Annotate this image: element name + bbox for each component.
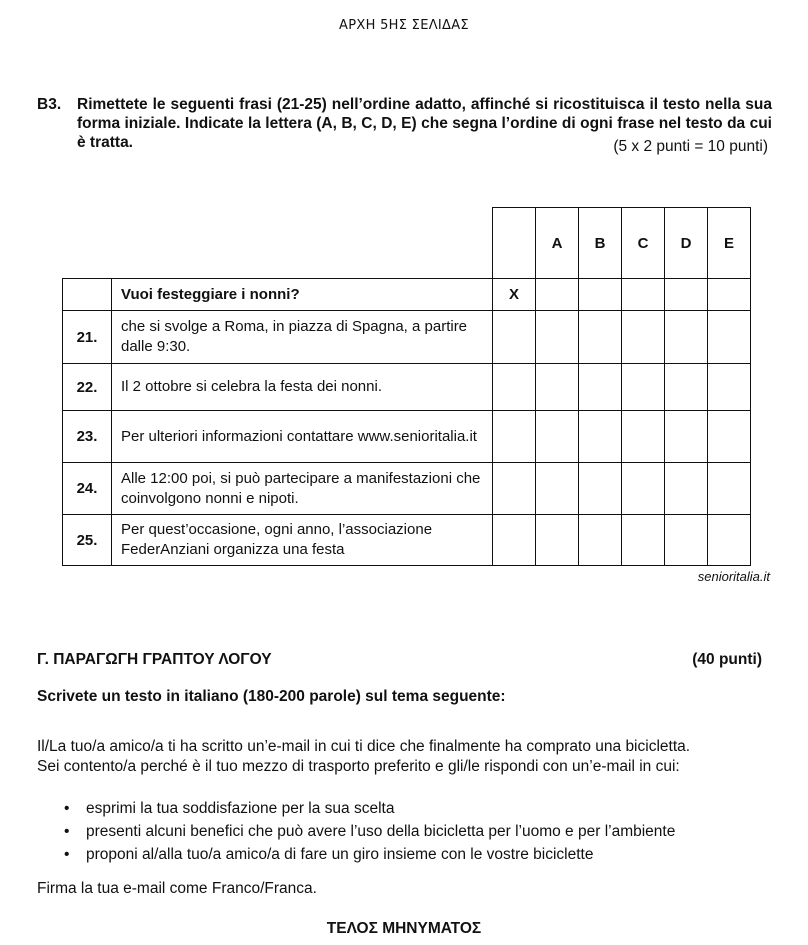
answer-cell-example [493, 463, 536, 515]
answer-cell-e[interactable] [708, 515, 751, 566]
col-header-example [493, 208, 536, 279]
answer-cell-d[interactable] [665, 515, 708, 566]
answer-cell-c[interactable] [622, 311, 665, 364]
answer-cell-example [493, 364, 536, 411]
list-item [37, 843, 675, 866]
row-text: Vuoi festeggiare i nonni? [112, 279, 493, 311]
table-row-24 [63, 463, 751, 515]
bullet-icon: • [64, 846, 70, 863]
table-row-25 [63, 515, 751, 566]
row-number: 23. [63, 411, 112, 463]
col-header-b: B [579, 208, 622, 279]
col-header-d: D [665, 208, 708, 279]
answer-cell-example [493, 311, 536, 364]
answer-cell-b[interactable] [579, 279, 622, 311]
answer-cell-b[interactable] [579, 515, 622, 566]
col-header-c: C [622, 208, 665, 279]
answer-cell-e[interactable] [708, 279, 751, 311]
ordering-table [62, 207, 751, 566]
answer-cell-a[interactable] [536, 463, 579, 515]
bullet-icon: • [64, 800, 70, 817]
page-footer: ΤΕΛΟΣ ΜΗΝΥΜΑΤΟΣ [326, 920, 482, 937]
row-text: Per ulteriori informazioni contattare www.senioritalia.it [112, 411, 493, 463]
answer-cell-c[interactable] [622, 279, 665, 311]
section-g-title: Γ. ΠΑΡΑΓΩΓΗ ΓΡΑΠΤΟΥ ΛΟΓΟΥ [37, 651, 272, 668]
table-row-23 [63, 411, 751, 463]
row-number: 24. [63, 463, 112, 515]
answer-cell-e[interactable] [708, 411, 751, 463]
answer-cell-b[interactable] [579, 364, 622, 411]
answer-cell-c[interactable] [622, 463, 665, 515]
answer-cell-example: X [493, 279, 536, 311]
answer-cell-d[interactable] [665, 411, 708, 463]
col-header-e: E [708, 208, 751, 279]
answer-cell-e[interactable] [708, 311, 751, 364]
row-text: che si svolge a Roma, in piazza di Spagna, a partire dalle 9:30. [112, 311, 493, 364]
row-number: 25. [63, 515, 112, 566]
task-bullet-list [37, 797, 675, 866]
header-blank [63, 208, 493, 279]
answer-cell-example [493, 411, 536, 463]
exercise-instruction-text: Rimettete le seguenti frasi (21-25) nell’ordine adatto, affinché si ricostituisca il testo nella sua forma iniziale. Indicate la lettera (A, B, C, D, E) che segna l’ordine di ogni frase nel testo da cui è tratta. [77, 96, 772, 151]
bullet-icon: • [64, 823, 70, 840]
answer-cell-a[interactable] [536, 411, 579, 463]
answer-cell-c[interactable] [622, 515, 665, 566]
answer-cell-b[interactable] [579, 311, 622, 364]
row-number: 22. [63, 364, 112, 411]
writing-prompt [37, 737, 777, 777]
signature-instruction: Firma la tua e-mail come Franco/Franca. [37, 880, 317, 897]
answer-cell-c[interactable] [622, 411, 665, 463]
section-g-instruction: Scrivete un testo in italiano (180-200 parole) sul tema seguente: [37, 688, 506, 705]
table-row-21 [63, 311, 751, 364]
writing-prompt-line-1: Il/La tuo/a amico/a ti ha scritto un’e-mail in cui ti dice che finalmente ha comprato una bicicletta. [37, 738, 691, 755]
answer-cell-e[interactable] [708, 364, 751, 411]
row-number: 21. [63, 311, 112, 364]
row-text: Il 2 ottobre si celebra la festa dei nonni. [112, 364, 493, 411]
table-row-22 [63, 364, 751, 411]
answer-cell-d[interactable] [665, 311, 708, 364]
answer-cell-d[interactable] [665, 279, 708, 311]
table-row-example [63, 279, 751, 311]
row-number [63, 279, 112, 311]
answer-cell-a[interactable] [536, 364, 579, 411]
answer-cell-a[interactable] [536, 311, 579, 364]
section-g-points: (40 punti) [692, 651, 762, 668]
answer-cell-c[interactable] [622, 364, 665, 411]
source-citation: senioritalia.it [697, 569, 770, 584]
row-text: Alle 12:00 poi, si può partecipare a manifestazioni che coinvolgono nonni e nipoti. [112, 463, 493, 515]
list-item-text: presenti alcuni benefici che può avere l’uso della bicicletta per l’uomo e per l’ambiente [86, 823, 676, 840]
answer-cell-a[interactable] [536, 279, 579, 311]
exercise-b3-points: (5 x 2 punti = 10 punti) [613, 138, 768, 155]
answer-cell-b[interactable] [579, 411, 622, 463]
answer-cell-b[interactable] [579, 463, 622, 515]
answer-cell-d[interactable] [665, 463, 708, 515]
table-header-row [63, 208, 751, 279]
page-header: ΑΡΧΗ 5ΗΣ ΣΕΛΙΔΑΣ [339, 18, 469, 33]
exercise-number: B3. [37, 96, 62, 113]
answer-cell-e[interactable] [708, 463, 751, 515]
list-item [37, 820, 675, 843]
answer-cell-a[interactable] [536, 515, 579, 566]
answer-cell-example [493, 515, 536, 566]
list-item-text: esprimi la tua soddisfazione per la sua scelta [86, 800, 395, 817]
list-item [37, 797, 675, 820]
writing-prompt-line-2: Sei contento/a perché è il tuo mezzo di trasporto preferito e gli/le rispondi con un’e-mail in cui: [37, 758, 680, 775]
list-item-text: proponi al/alla tuo/a amico/a di fare un giro insieme con le vostre biciclette [86, 846, 594, 863]
row-text: Per quest’occasione, ogni anno, l’associazione FederAnziani organizza una festa [112, 515, 493, 566]
col-header-a: A [536, 208, 579, 279]
answer-cell-d[interactable] [665, 364, 708, 411]
